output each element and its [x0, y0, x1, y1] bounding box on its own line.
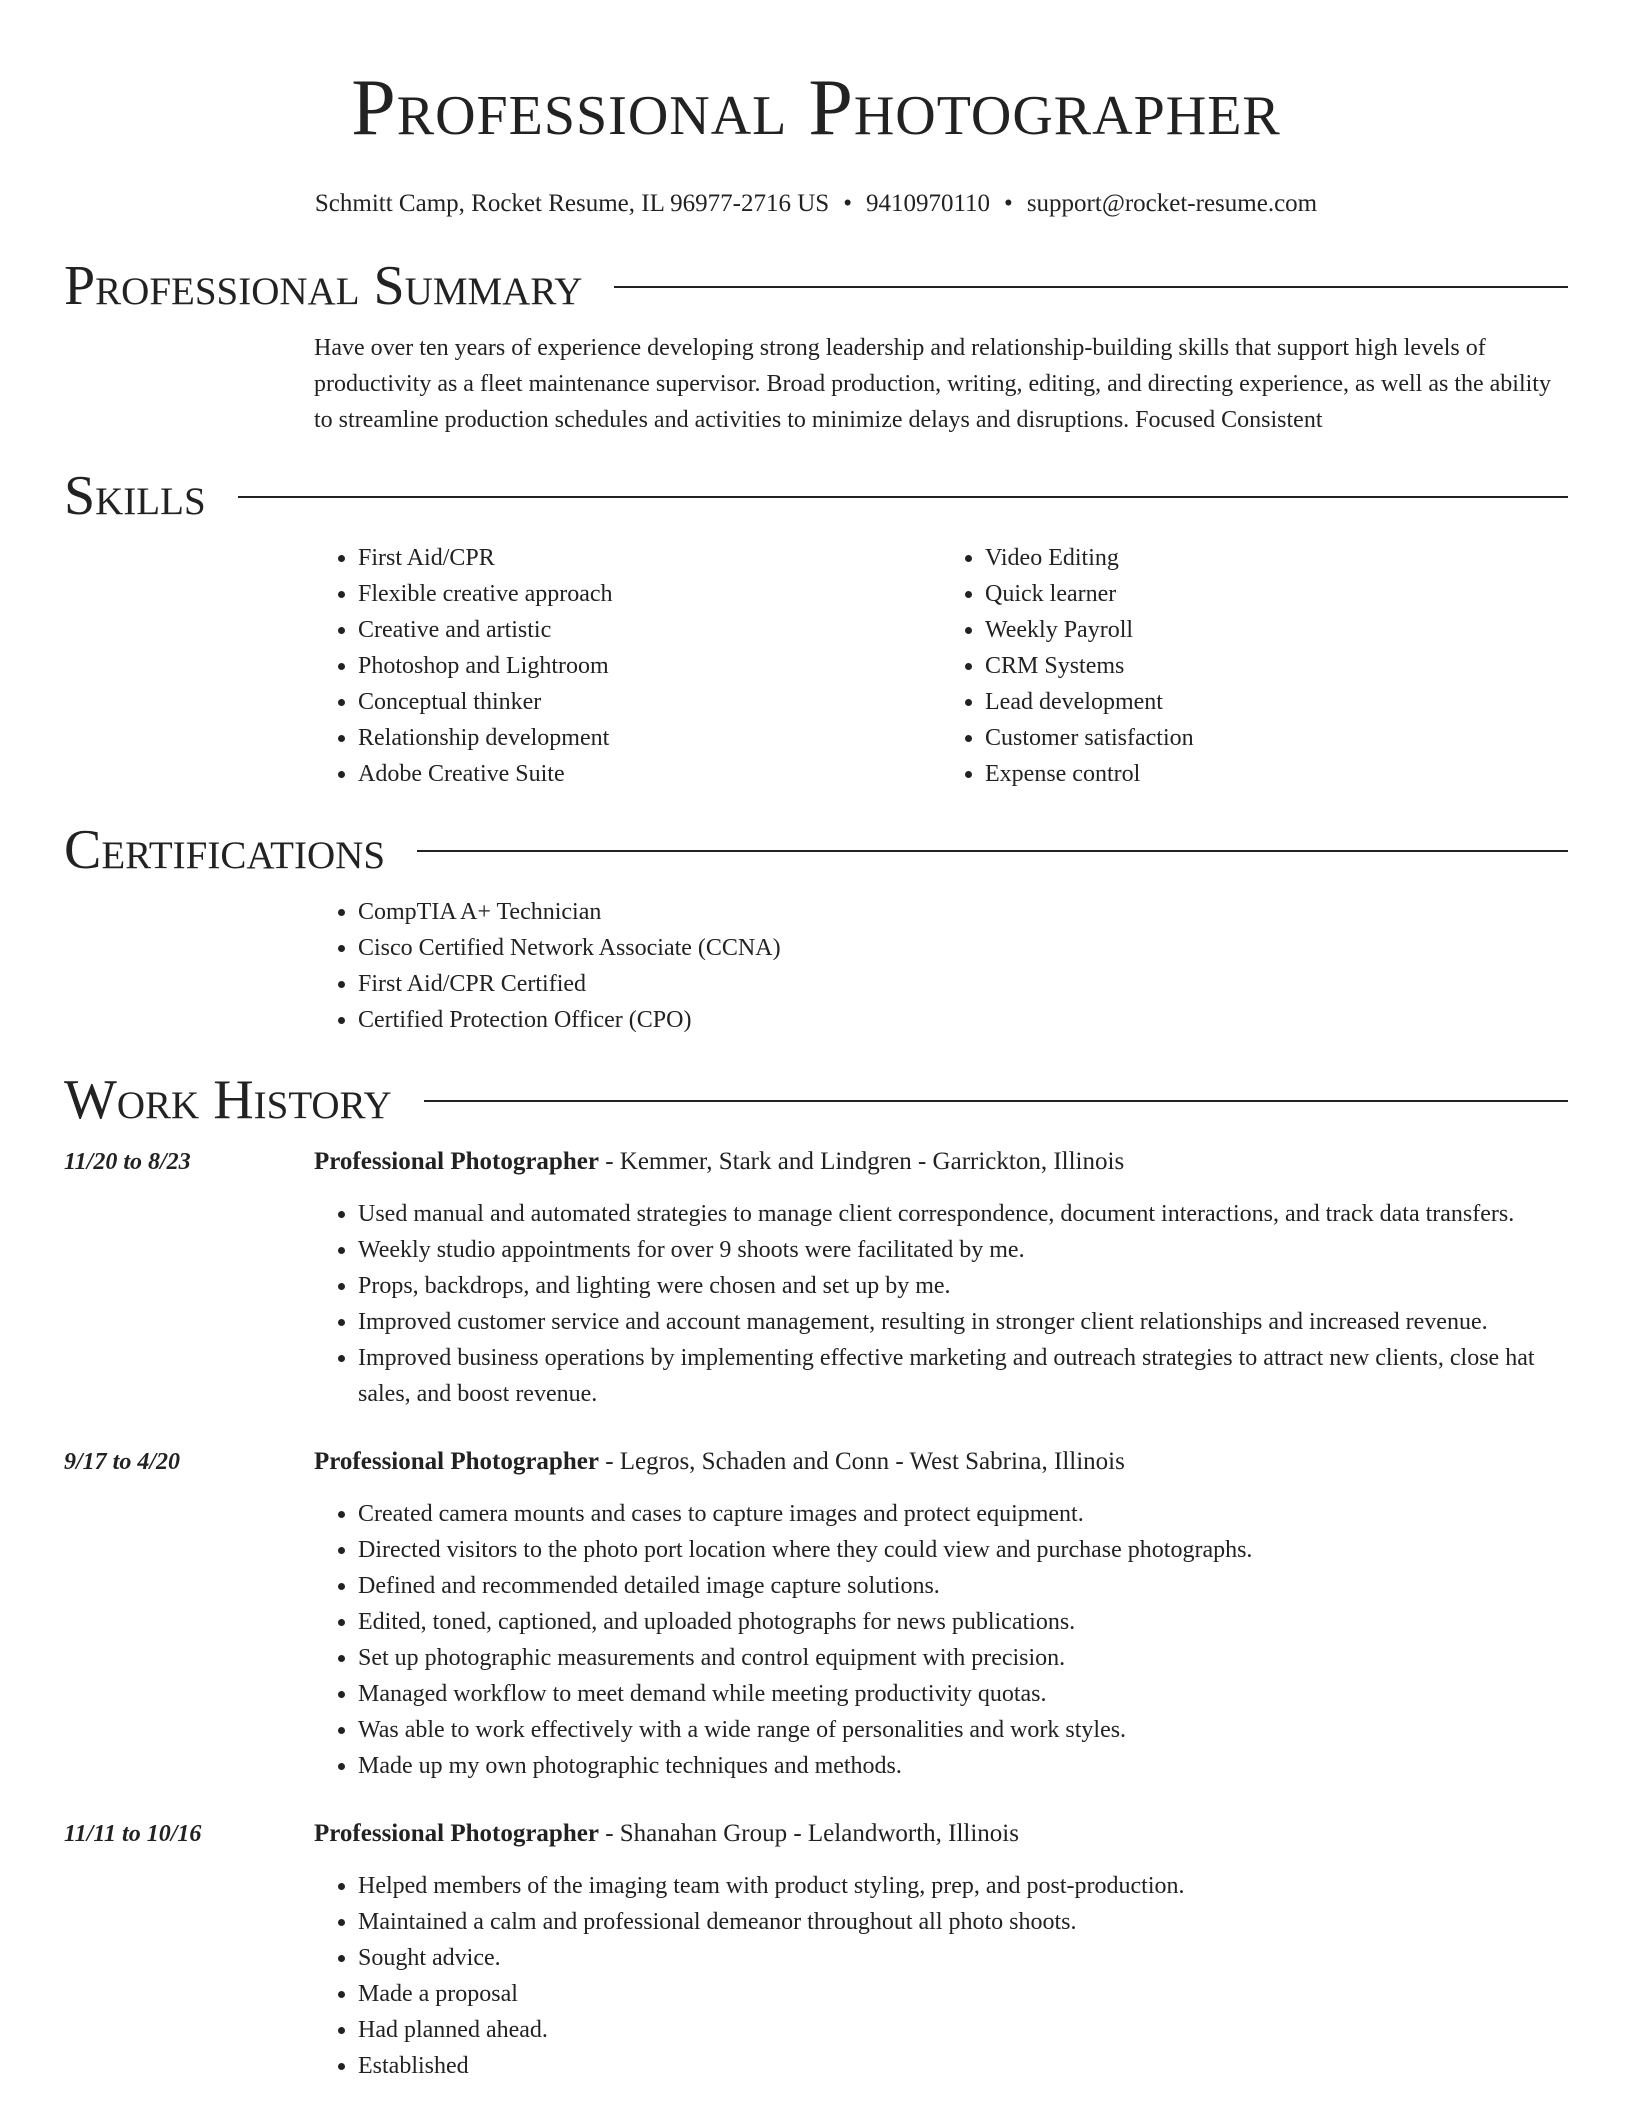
certification-item: • CompTIA A+ Technician — [358, 894, 1568, 930]
skill-item: • Quick learner — [985, 576, 1568, 612]
job-bullets — [314, 1868, 1568, 2084]
job-bullet: • Edited, toned, captioned, and uploaded photographs for news publications. — [358, 1604, 1568, 1640]
job-entry — [64, 1144, 1568, 1412]
contact-phone: 9410970110 — [865, 190, 991, 217]
skill-item: • Weekly Payroll — [985, 612, 1568, 648]
section-divider — [424, 1100, 1568, 1102]
contact-address: Schmitt Camp, Rocket Resume, IL 96977-2716 US — [314, 190, 830, 217]
job-bullet: • Established — [358, 2048, 1568, 2084]
job-bullet: • Created camera mounts and cases to capture images and protect equipment. — [358, 1496, 1568, 1532]
job-bullet: • Improved customer service and account management, resulting in stronger client relationships and increased revenue. — [358, 1304, 1568, 1340]
skills-section-header — [64, 466, 1568, 526]
job-entry — [64, 1444, 1568, 1784]
skills-section — [314, 540, 1568, 792]
job-heading — [314, 1816, 1568, 1852]
skill-item: • Photoshop and Lightroom — [358, 648, 941, 684]
job-body — [314, 1816, 1568, 2084]
job-bullet: • Defined and recommended detailed image capture solutions. — [358, 1568, 1568, 1604]
skill-item: • First Aid/CPR — [358, 540, 941, 576]
contact-line — [0, 184, 1632, 224]
job-heading — [314, 1144, 1568, 1180]
job-bullet: • Made a proposal — [358, 1976, 1568, 2012]
job-bullets — [314, 1496, 1568, 1784]
job-bullet: • Maintained a calm and professional demeanor throughout all photo shoots. — [358, 1904, 1568, 1940]
skill-item: • Conceptual thinker — [358, 684, 941, 720]
skills-list-left — [314, 540, 941, 792]
job-bullet: • Weekly studio appointments for over 9 shoots were facilitated by me. — [358, 1232, 1568, 1268]
job-bullet: • Directed visitors to the photo port location where they could view and purchase photographs. — [358, 1532, 1568, 1568]
job-bullet: • Improved business operations by implementing effective marketing and outreach strategies to attract new clients, close hat sales, and boost revenue. — [358, 1340, 1568, 1412]
section-divider — [238, 496, 1568, 498]
job-body — [314, 1144, 1568, 1412]
job-title: Professional Photographer — [314, 1448, 599, 1475]
certification-item: • Cisco Certified Network Associate (CCNA) — [358, 930, 1568, 966]
job-bullet: • Helped members of the imaging team with product styling, prep, and post-production. — [358, 1868, 1568, 1904]
job-bullet: • Had planned ahead. — [358, 2012, 1568, 2048]
job-bullet: • Sought advice. — [358, 1940, 1568, 1976]
job-details: - Kemmer, Stark and Lindgren - Garrickton, Illinois — [598, 1148, 1125, 1175]
work-section-header — [64, 1070, 1568, 1130]
certification-item: • First Aid/CPR Certified — [358, 966, 1568, 1002]
job-bullets — [314, 1196, 1568, 1412]
certifications-section-header — [64, 820, 1568, 880]
job-entry — [64, 1816, 1568, 2084]
skill-item: • Expense control — [985, 756, 1568, 792]
job-bullet: • Made up my own photographic techniques and methods. — [358, 1748, 1568, 1784]
contact-separator: • — [1004, 190, 1013, 217]
job-dates: 11/11 to 10/16 — [64, 1821, 202, 1847]
job-bullet: • Used manual and automated strategies to manage client correspondence, document interactions, and track data transfers. — [358, 1196, 1568, 1232]
summary-section — [314, 330, 1568, 438]
section-divider — [417, 850, 1568, 852]
work-section-title: Work History — [64, 1069, 392, 1131]
skill-item: • Video Editing — [985, 540, 1568, 576]
job-details: - Shanahan Group - Lelandworth, Illinois — [598, 1820, 1019, 1847]
skill-item: • Flexible creative approach — [358, 576, 941, 612]
job-dates: 11/20 to 8/23 — [64, 1149, 191, 1175]
job-title: Professional Photographer — [314, 1820, 599, 1847]
summary-section-header — [64, 256, 1568, 316]
skills-section-title: Skills — [64, 465, 206, 527]
job-title: Professional Photographer — [314, 1148, 599, 1175]
job-bullet: • Set up photographic measurements and control equipment with precision. — [358, 1640, 1568, 1676]
skill-item: • Creative and artistic — [358, 612, 941, 648]
job-bullet: • Props, backdrops, and lighting were chosen and set up by me. — [358, 1268, 1568, 1304]
job-bullet: • Was able to work effectively with a wide range of personalities and work styles. — [358, 1712, 1568, 1748]
skill-item: • Adobe Creative Suite — [358, 756, 941, 792]
skill-item: • Relationship development — [358, 720, 941, 756]
certifications-section — [314, 894, 1568, 1038]
contact-email[interactable]: support@rocket-resume.com — [1026, 190, 1318, 217]
skills-list-right — [941, 540, 1568, 792]
resume-name: Professional Photographer — [351, 64, 1281, 152]
summary-text: Have over ten years of experience developing strong leadership and relationship-building skills that support high levels of productivity as a fleet maintenance supervisor. Broad production, writing, editing, and directing experience, as well as the ability to streamline production schedules and activities to minimize delays and disruptions. Focused Consistent — [314, 335, 1551, 433]
certification-item: • Certified Protection Officer (CPO) — [358, 1002, 1568, 1038]
summary-section-title: Professional Summary — [64, 255, 583, 317]
job-body — [314, 1444, 1568, 1784]
skill-item: • Lead development — [985, 684, 1568, 720]
job-bullet: • Managed workflow to meet demand while meeting productivity quotas. — [358, 1676, 1568, 1712]
certifications-section-title: Certifications — [64, 819, 386, 881]
skill-item: • CRM Systems — [985, 648, 1568, 684]
section-divider — [614, 286, 1568, 288]
certifications-list — [314, 894, 1568, 1038]
job-heading — [314, 1444, 1568, 1480]
job-dates: 9/17 to 4/20 — [64, 1449, 181, 1475]
job-details: - Legros, Schaden and Conn - West Sabrina, Illinois — [598, 1448, 1125, 1475]
contact-separator: • — [843, 190, 852, 217]
skill-item: • Customer satisfaction — [985, 720, 1568, 756]
